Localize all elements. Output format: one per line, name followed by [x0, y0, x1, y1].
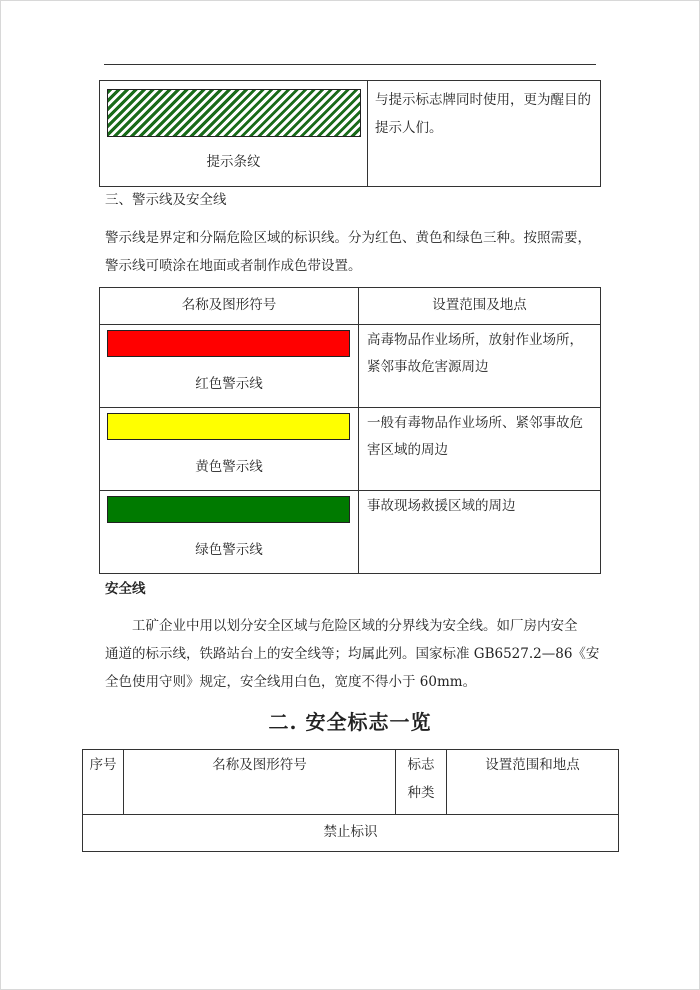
col-name: 名称及图形符号 — [212, 757, 307, 773]
safety-line-heading: 安全线 — [105, 581, 146, 597]
hint-stripe-desc-line1: 与提示标志牌同时使用，更为醒目的 — [375, 92, 591, 108]
col-no: 序号 — [89, 757, 117, 773]
col-scope: 设置范围和地点 — [485, 757, 580, 773]
yellow-warning-scope-line2: 害区域的周边 — [367, 442, 448, 458]
red-warning-scope-line2: 紧邻事故危害源周边 — [367, 359, 489, 375]
yellow-warning-scope-line1: 一般有毒物品作业场所、紧邻事故危 — [367, 415, 583, 431]
header-rule — [104, 64, 596, 65]
header-scope: 设置范围及地点 — [432, 297, 527, 313]
green-warning-swatch — [107, 496, 350, 523]
green-warning-scope-line1: 事故现场救援区域的周边 — [367, 498, 516, 514]
section2-title: 二. 安全标志一览 — [268, 710, 432, 734]
yellow-warning-swatch — [107, 413, 350, 440]
header-name: 名称及图形符号 — [181, 297, 277, 313]
section3-para-line1: 警示线是界定和分隔危险区域的标识线。分为红色、黄色和绿色三种。按照需要， — [105, 230, 591, 246]
col-type-line1: 标志 — [407, 757, 435, 773]
safety-line-para-line3: 全色使用守则》规定，安全线用白色，宽度不得小于 60mm。 — [105, 674, 477, 690]
green-warning-label: 绿色警示线 — [195, 542, 263, 558]
red-warning-swatch — [107, 330, 350, 357]
col-type-line2: 种类 — [407, 785, 435, 801]
red-warning-label: 红色警示线 — [195, 376, 263, 392]
section3-para-line2: 警示线可喷涂在地面或者制作成色带设置。 — [105, 258, 362, 274]
section3-heading: 三、警示线及安全线 — [105, 192, 227, 208]
hint-stripe-desc-line2: 提示人们。 — [375, 120, 443, 136]
hint-stripe-label: 提示条纹 — [206, 154, 261, 170]
group-row-prohibition: 禁止标识 — [323, 824, 378, 840]
red-warning-scope-line1: 高毒物品作业场所，放射作业场所， — [367, 332, 583, 348]
hint-stripe-swatch — [107, 89, 361, 137]
safety-line-para-line2: 通道的标示线，铁路站台上的安全线等；均属此列。国家标准 GB6527.2—86《安 — [105, 646, 600, 662]
yellow-warning-label: 黄色警示线 — [195, 459, 263, 475]
safety-line-para-line1: 工矿企业中用以划分安全区域与危险区域的分界线为安全线。如厂房内安全 — [132, 618, 578, 634]
